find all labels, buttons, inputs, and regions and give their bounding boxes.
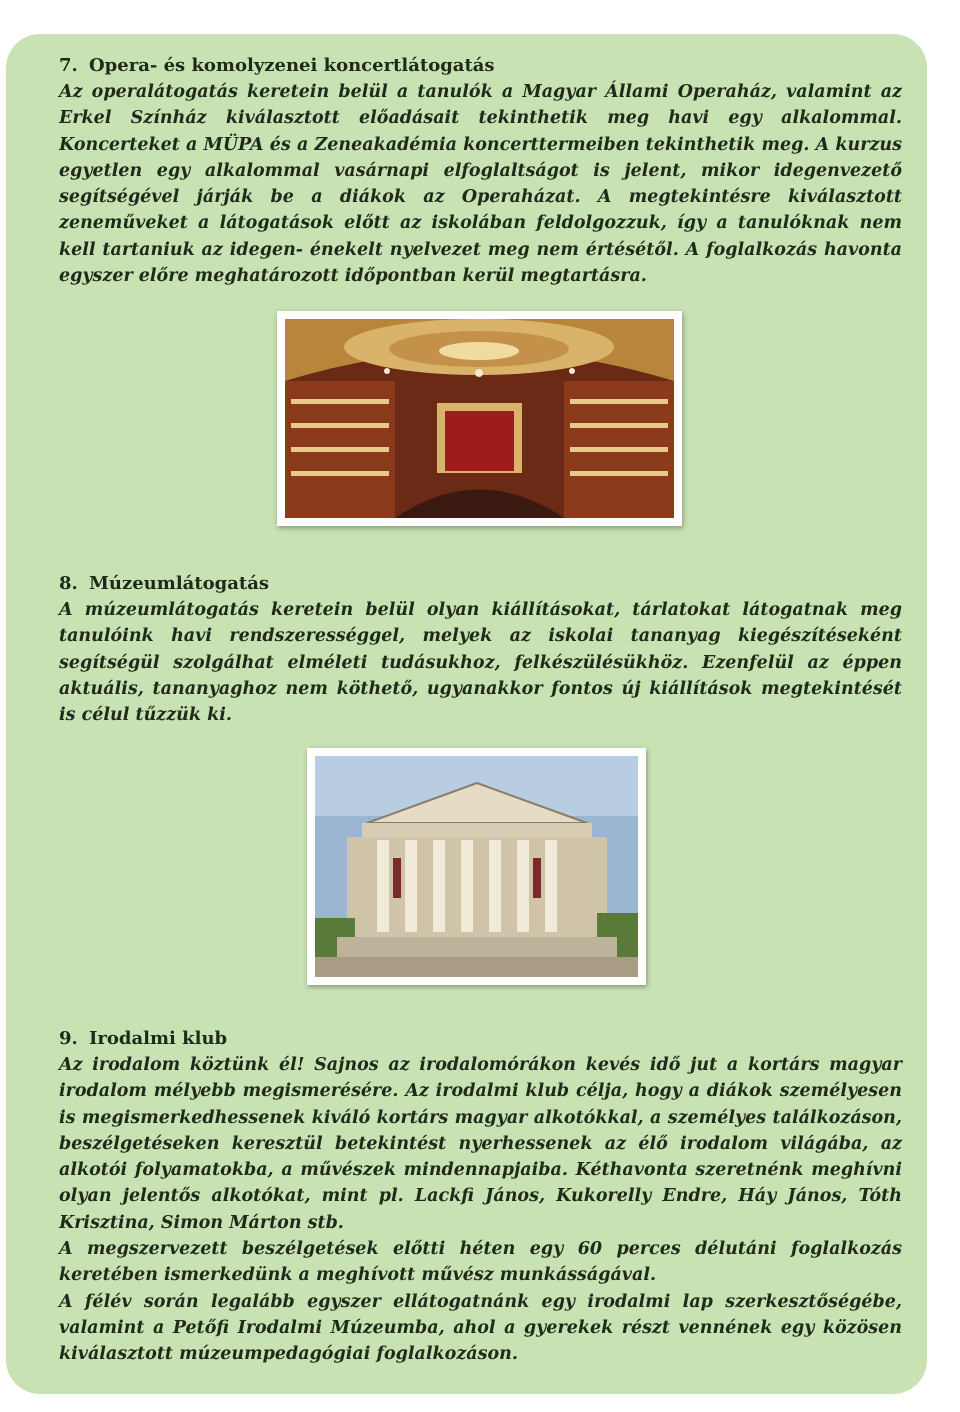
section-title: Múzeumlátogatás (89, 573, 269, 594)
section-opera (59, 53, 902, 289)
section-paragraph: Az irodalom köztünk él! Sajnos az irodalomórákon kevés idő jut a kortárs magyar irodalom mélyebb megismerésére. Az irodalmi klub célja, hogy a diákok személyesen is megismerkedhessenek kiváló kortárs magyar alkotókkal, a személyes találkozáson, beszélgetéseken keresztül betekintést nyerhessenek az élő irodalom világába, az alkotói folyamatokba, a művészek mindennapjaiba. Kéthavonta szeretnénk meghívni olyan jelentős alkotókat, mint pl. Lackfi János, Kukorelly Endre, Háy János, Tóth Krisztina, Simon Márton stb. (59, 1055, 902, 1233)
section-literary-club (59, 1026, 902, 1368)
section-heading (59, 571, 902, 597)
national-museum-photo (307, 748, 646, 985)
section-heading (59, 53, 902, 79)
opera-house-photo (277, 311, 682, 526)
section-museum (59, 571, 902, 728)
section-paragraph: A félév során legalább egyszer ellátogatnánk egy irodalmi lap szerkesztőségébe, valamint a Petőfi Irodalmi Múzeumba, ahol a gyerekek részt vennének egy közösen kiválasztott múzeumpedagógiai foglalkozáson. (59, 1291, 902, 1365)
section-heading (59, 1026, 902, 1052)
section-number: 9. (59, 1028, 78, 1049)
section-title: Opera- és komolyzenei koncertlátogatás (89, 55, 495, 76)
section-number: 8. (59, 573, 78, 594)
section-body: Az operalátogatás keretein belül a tanulók a Magyar Állami Operaház, valamint az Erkel Színház kiválasztott előadásait tekinthetik meg havi egy alkalommal. Koncerteket a MÜPA és a Zeneakadémia koncerttermeiben tekinthetik meg. A kurzus egyetlen egy alkalommal vasárnapi elfoglaltságot is jelent, mikor idegenvezető segítségével járják be a diákok az Operaházat. A megtekintésre kiválasztott zeneműveket a látogatások előtt az iskolában feldolgozzuk, így a tanulóknak nem kell tartaniuk az idegen- énekelt nyelvezet meg nem értésétől. A foglalkozás havonta egyszer előre meghatározott időpontban kerül megtartásra. (59, 82, 902, 287)
section-body: A múzeumlátogatás keretein belül olyan kiállításokat, tárlatokat látogatnak meg tanulóink havi rendszerességgel, melyek az iskolai tananyag kiegészítéseként segítségül szolgálhat elméleti tudásukhoz, felkészülésükhöz. Ezenfelül az éppen aktuális, tananyaghoz nem köthető, ugyanakkor fontos új kiállítások megtekintését is célul tűzzük ki. (59, 600, 902, 726)
section-paragraph: A megszervezett beszélgetések előtti héten egy 60 perces délutáni foglalkozás keretében ismerkedünk a meghívott művész munkásságával. (59, 1239, 902, 1286)
section-number: 7. (59, 55, 78, 76)
section-title: Irodalmi klub (89, 1028, 228, 1049)
